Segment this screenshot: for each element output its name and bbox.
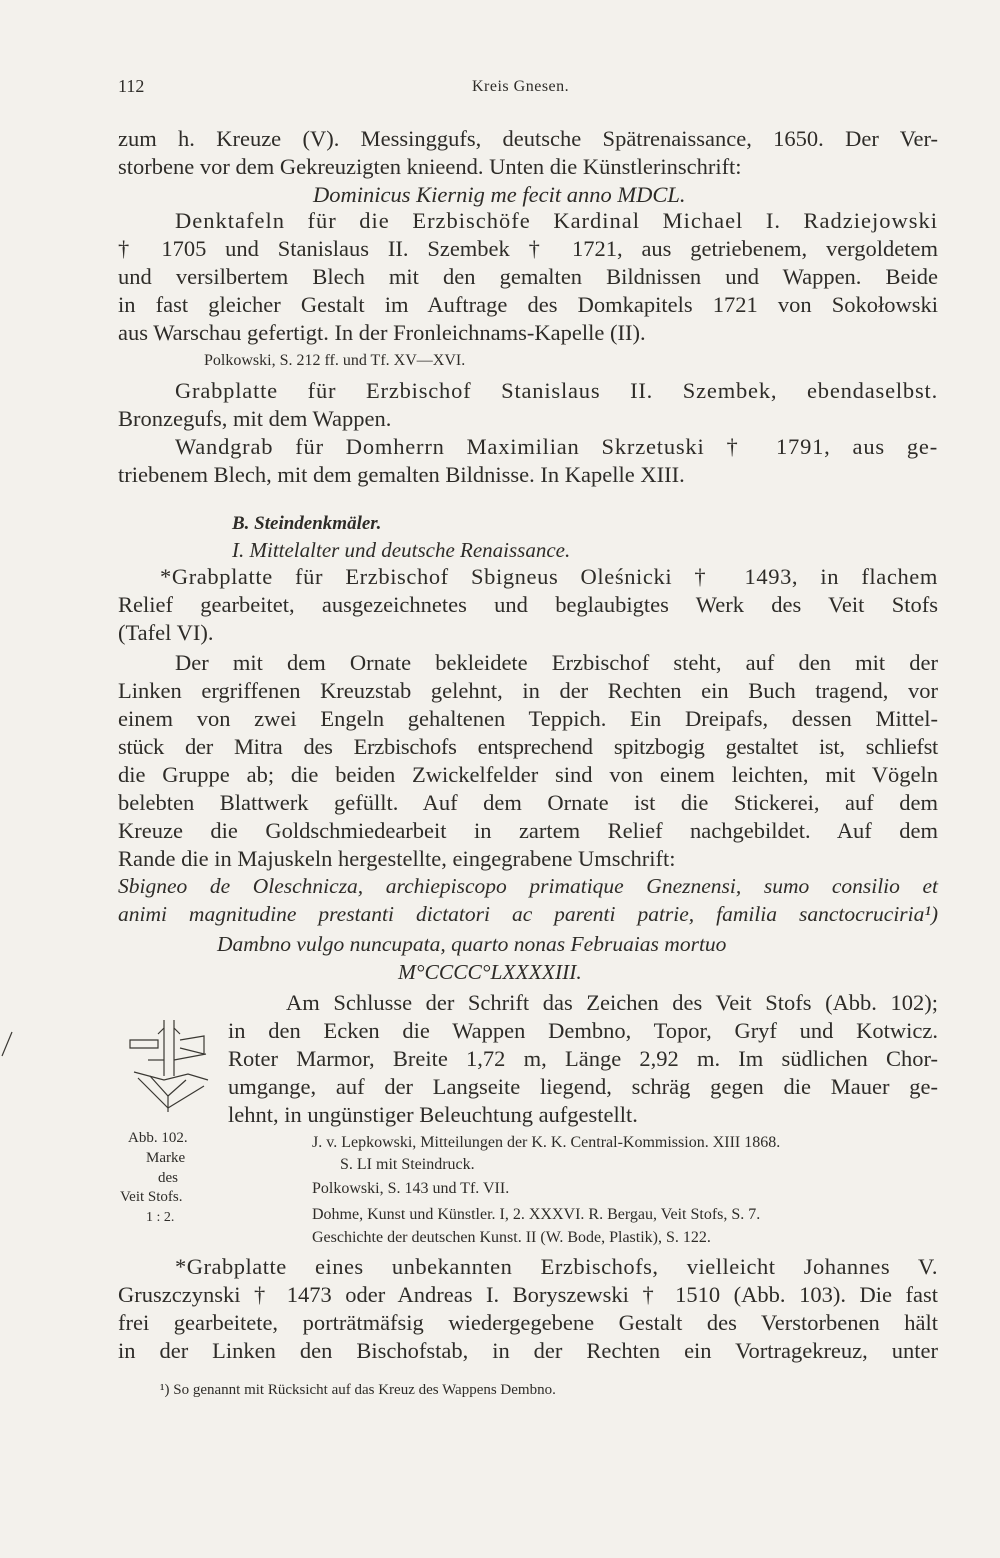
text-line: in der Linken den Bischofstab, in der Rechten ein Vortragekreuz, unter — [118, 1338, 938, 1363]
inscription-line: M°CCCC°LXXXXIII. — [398, 960, 582, 984]
reference-line: J. v. Lepkowski, Mitteilungen der K. K. Central-Kommission. XIII 1868. — [312, 1134, 781, 1151]
text-line: Bronzegufs, mit dem Wappen. — [118, 406, 392, 431]
text-line: Gruszczynski † 1473 oder Andreas I. Boryszewski † 1510 (Abb. 103). Die fast — [118, 1282, 938, 1307]
text-line: lehnt, in ungünstiger Beleuchtung aufgestellt. — [228, 1102, 638, 1127]
section-heading: B. Steindenkmäler. — [232, 513, 382, 534]
text-line: Relief gearbeitet, ausgezeichnetes und beglaubigtes Werk des Veit Stofs — [118, 592, 938, 617]
text-line: Grabplatte für Erzbischof Stanislaus II. Szembek, ebendaselbst. — [175, 378, 938, 403]
text-line: Wandgrab für Domherrn Maximilian Skrzetuski † 1791, aus ge- — [175, 434, 938, 459]
figure-caption: Abb. 102. — [128, 1130, 188, 1146]
text-line: belebten Blattwerk gefüllt. Auf dem Ornate ist die Stickerei, auf dem — [118, 790, 938, 815]
text-line: Am Schlusse der Schrift das Zeichen des Veit Stofs (Abb. 102); — [286, 990, 938, 1015]
text-line: aus Warschau gefertigt. In der Fronleichnams-Kapelle (II). — [118, 320, 646, 345]
text-line: und versilbertem Blech mit den gemalten Bildnissen und Wappen. Beide — [118, 264, 938, 289]
text-line: Der mit dem Ornate bekleidete Erzbischof steht, auf den mit der — [175, 650, 938, 675]
veit-stoss-mark-icon — [128, 1016, 210, 1122]
text-line: zum h. Kreuze (V). Messinggufs, deutsche Spätrenaissance, 1650. Der Ver- — [118, 126, 938, 151]
reference-line: Dohme, Kunst und Künstler. I, 2. XXXVI. R. Bergau, Veit Stofs, S. 7. — [312, 1206, 761, 1223]
reference-line: Geschichte der deutschen Kunst. II (W. Bode, Plastik), S. 122. — [312, 1229, 711, 1246]
figure-caption: 1 : 2. — [146, 1210, 175, 1225]
text-line: Roter Marmor, Breite 1,72 m, Länge 2,92 m. Im südlichen Chor- — [228, 1046, 938, 1071]
text-line: die Gruppe ab; die beiden Zwickelfelder sind von einem leichten, mit Vögeln — [118, 762, 938, 787]
text-line: in fast gleicher Gestalt im Auftrage des Domkapitels 1721 von Sokołowski — [118, 292, 938, 317]
text-line: *Grabplatte eines unbekannten Erzbischofs, vielleicht Johannes V. — [175, 1254, 938, 1279]
text-line: triebenem Blech, mit dem gemalten Bildnisse. In Kapelle XIII. — [118, 462, 685, 487]
reference-line: S. LI mit Steindruck. — [340, 1156, 475, 1173]
text-line: Kreuze die Goldschmiedearbeit in zartem Relief nachgebildet. Auf dem — [118, 818, 938, 843]
text-line: umgange, auf der Langseite liegend, schräg gegen die Mauer ge- — [228, 1074, 938, 1099]
text-line: Rande die in Majuskeln hergestellte, eingegrabene Umschrift: — [118, 846, 676, 871]
figure-caption: des — [158, 1170, 178, 1186]
text-line: storbene vor dem Gekreuzigten knieend. Unten die Künstlerinschrift: — [118, 154, 742, 179]
text-line: frei gearbeitete, porträtmäfsig wiedergegebene Gestalt des Verstorbenen hält — [118, 1310, 938, 1335]
subsection-heading: I. Mittelalter und deutsche Renaissance. — [232, 538, 571, 562]
artist-inscription: Dominicus Kiernig me fecit anno MDCL. — [313, 182, 686, 207]
text-line: Linken ergriffenen Kreuzstab gelehnt, in der Rechten ein Buch tragend, vor — [118, 678, 938, 703]
figure-caption: Marke — [146, 1150, 186, 1166]
figure-caption: Veit Stofs. — [120, 1189, 183, 1205]
reference-line: Polkowski, S. 212 ff. und Tf. XV—XVI. — [204, 352, 466, 369]
footnote: ¹) So genannt mit Rücksicht auf das Kreuz des Wappens Dembno. — [160, 1382, 556, 1398]
reference-line: Polkowski, S. 143 und Tf. VII. — [312, 1180, 510, 1197]
text-line: *Grabplatte für Erzbischof Sbigneus Oleśnicki † 1493, in flachem — [160, 564, 938, 589]
text-line: einem von zwei Engeln gehaltenen Teppich. Ein Dreipafs, dessen Mittel- — [118, 706, 938, 731]
inscription-line: Dambno vulgo nuncupata, quarto nonas Februaias mortuo — [217, 932, 727, 956]
running-title: Kreis Gnesen. — [472, 78, 570, 95]
text-line: † 1705 und Stanislaus II. Szembek † 1721, aus getriebenem, vergoldetem — [118, 236, 938, 261]
text-line: stück der Mitra des Erzbischofs entsprechend spitzbogig gestaltet ist, schliefst — [118, 734, 938, 759]
inscription-line: animi magnitudine prestanti dictatori ac parenti patrie, familia sanctocruciria¹) — [118, 902, 938, 926]
text-line: Denktafeln für die Erzbischöfe Kardinal Michael I. Radziejowski — [175, 208, 938, 233]
text-line: in den Ecken die Wappen Dembno, Topor, Gryf und Kotwicz. — [228, 1018, 938, 1043]
text-line: (Tafel VI). — [118, 620, 214, 645]
page-number: 112 — [118, 76, 145, 96]
inscription-line: Sbigneo de Oleschnicza, archiepiscopo primatique Gneznensi, sumo consilio et — [118, 874, 938, 898]
stray-mark-icon — [0, 1030, 14, 1058]
